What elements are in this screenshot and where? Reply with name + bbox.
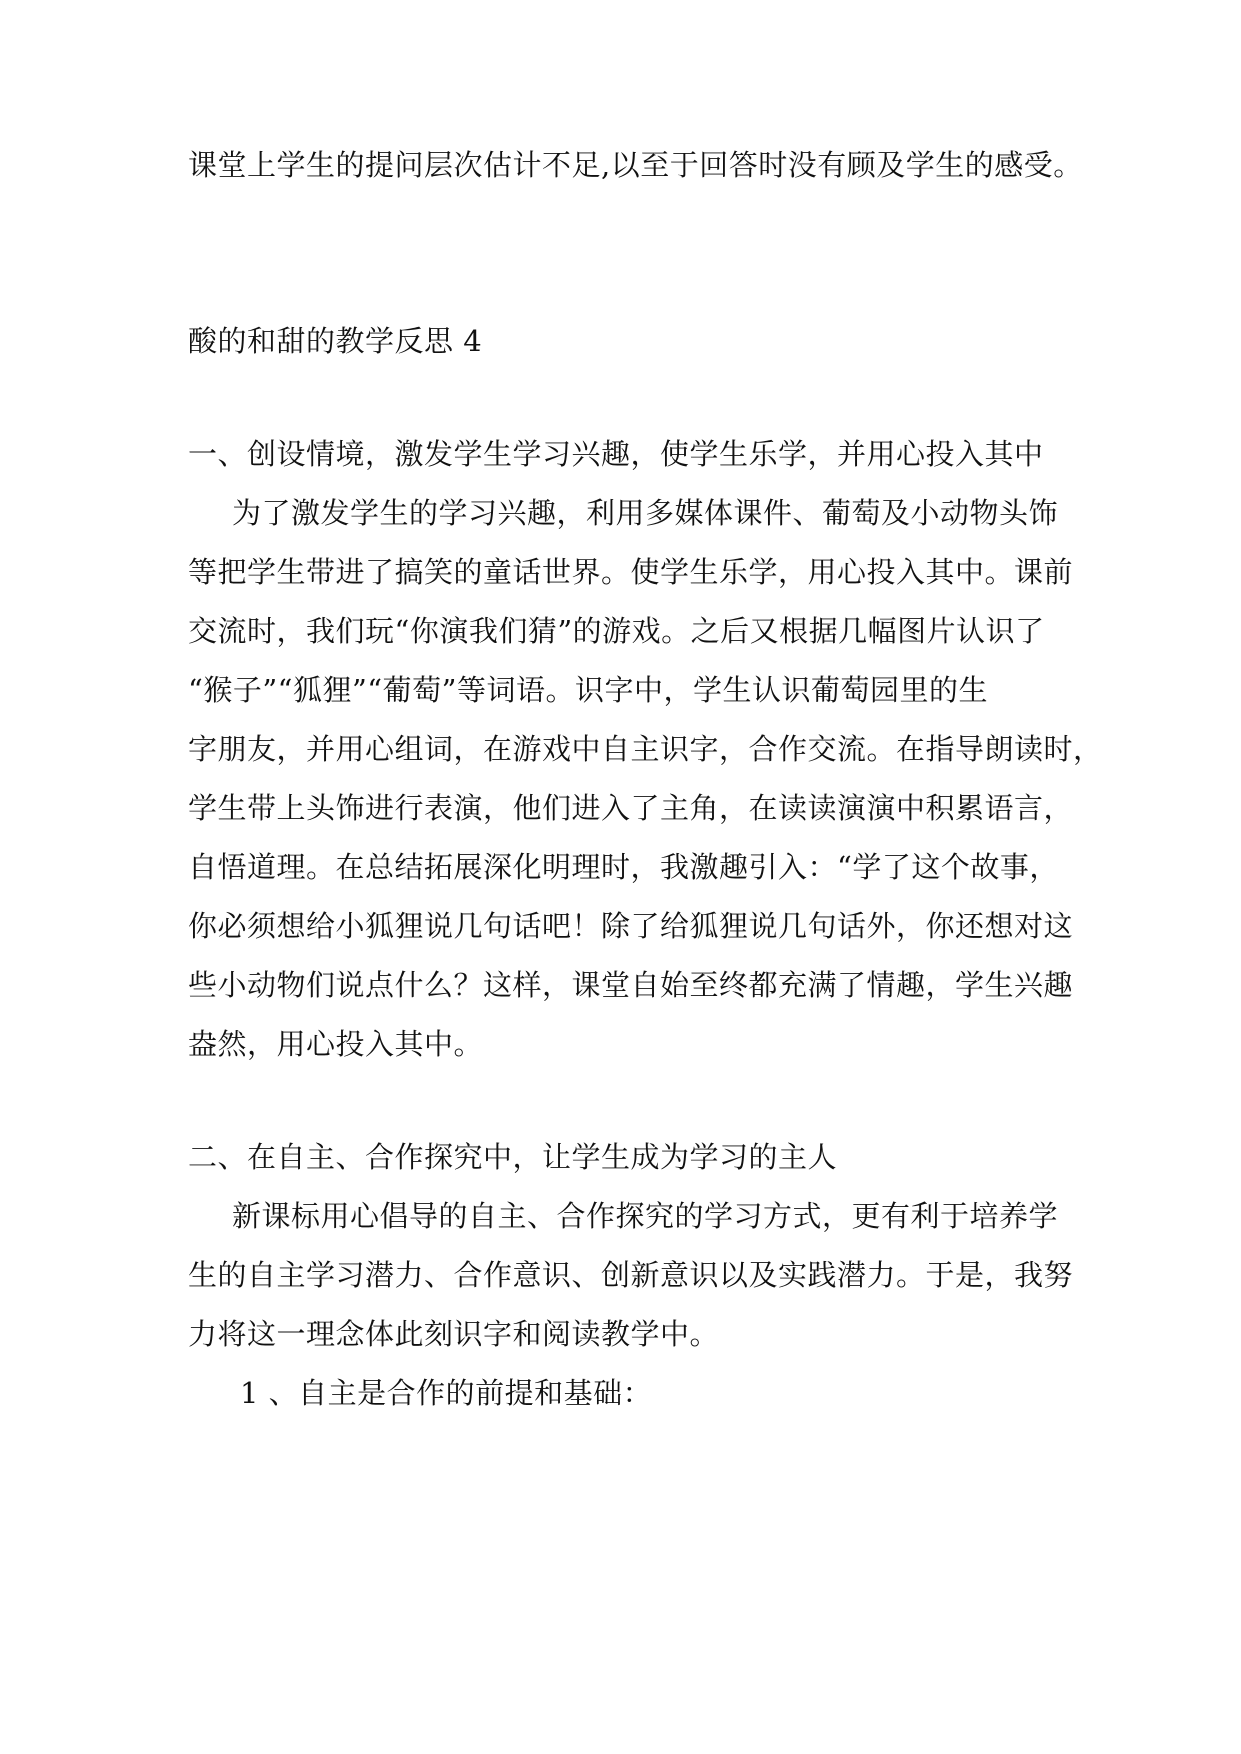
paragraph-2-line: 力将这一理念体此刻识字和阅读教学中。	[188, 1317, 720, 1351]
heading-1: 一、创设情境，激发学生学习兴趣，使学生乐学，并用心投入其中	[188, 437, 1044, 471]
previous-paragraph-tail: 课堂上学生的提问层次估计不足,以至于回答时没有顾及学生的感受。	[188, 148, 1083, 182]
list-item-1: 1 、自主是合作的前提和基础：	[240, 1376, 653, 1410]
paragraph-1-line: 为了激发学生的学习兴趣，利用多媒体课件、葡萄及小动物头饰	[232, 496, 1059, 530]
paragraph-1-line: 等把学生带进了搞笑的童话世界。使学生乐学，用心投入其中。课前	[188, 555, 1074, 589]
paragraph-2-line: 生的自主学习潜力、合作意识、创新意识以及实践潜力。于是，我努	[188, 1258, 1074, 1292]
heading-2: 二、在自主、合作探究中，让学生成为学习的主人	[188, 1140, 838, 1174]
paragraph-2-line: 新课标用心倡导的自主、合作探究的学习方式，更有利于培养学	[232, 1199, 1059, 1233]
paragraph-1-line: 盎然，用心投入其中。	[188, 1027, 484, 1061]
paragraph-1-line: 学生带上头饰进行表演，他们进入了主角，在读读演演中积累语言，	[188, 791, 1074, 825]
paragraph-1-line: 些小动物们说点什么？这样，课堂自始至终都充满了情趣，学生兴趣	[188, 968, 1074, 1002]
paragraph-1-line: 交流时，我们玩“你演我们猜”的游戏。之后又根据几幅图片认识了	[188, 614, 1045, 648]
section-title: 酸的和甜的教学反思 4	[188, 324, 483, 358]
paragraph-1-line: 字朋友，并用心组词，在游戏中自主识字，合作交流。在指导朗读时，	[188, 732, 1103, 766]
paragraph-1-line: 你必须想给小狐狸说几句话吧！除了给狐狸说几句话外，你还想对这	[188, 909, 1074, 943]
paragraph-1-line: “猴子”“狐狸”“葡萄”等词语。识字中，学生认识葡萄园里的生	[188, 673, 988, 707]
paragraph-1-line: 自悟道理。在总结拓展深化明理时，我激趣引入：“学了这个故事，	[188, 850, 1059, 884]
